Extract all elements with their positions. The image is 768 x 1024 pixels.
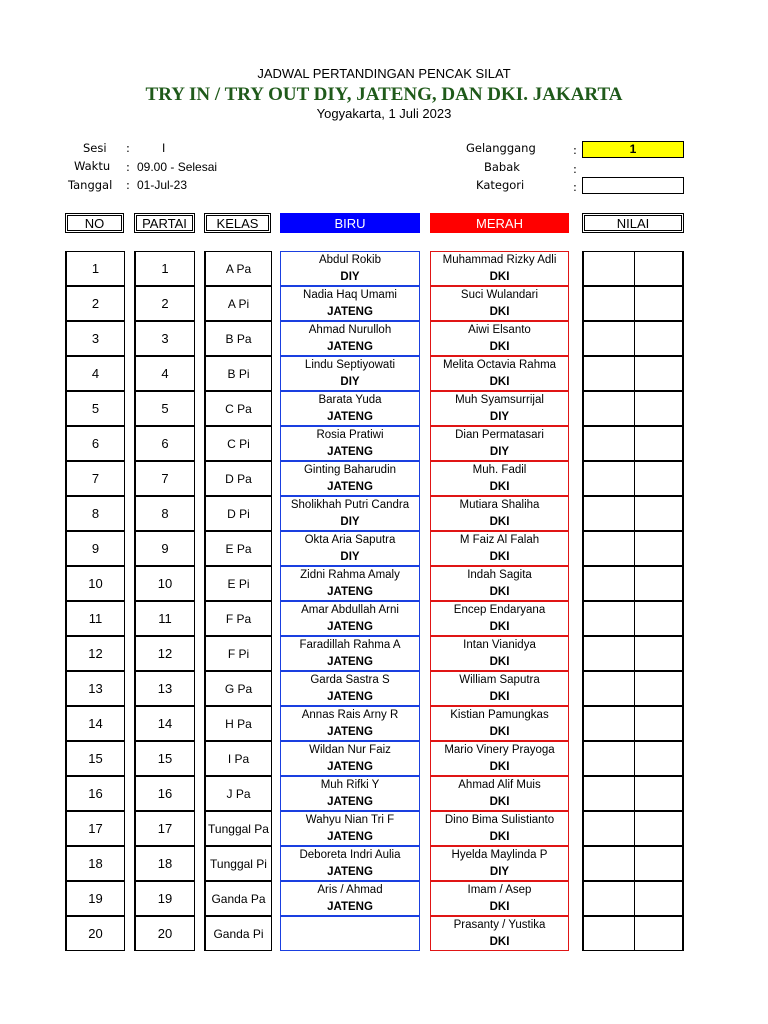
merah-contingent: DKI <box>489 585 510 598</box>
nilai-cell-1[interactable] <box>582 531 635 566</box>
nilai-cell-1[interactable] <box>582 916 635 951</box>
biru-contingent: JATENG <box>327 865 373 878</box>
biru-athlete-name: Lindu Septiyowati <box>304 358 396 371</box>
merah-contingent: DKI <box>489 550 510 563</box>
biru-contingent: DIY <box>340 515 360 528</box>
merah-corner-cell <box>430 251 569 286</box>
tanggal-value: 01-Jul-23 <box>137 178 188 192</box>
nilai-cell-2[interactable] <box>634 706 684 741</box>
match-partai: 19 <box>134 881 195 916</box>
match-partai: 5 <box>134 391 195 426</box>
sesi-label: Sesi <box>83 141 107 155</box>
match-kelas: E Pa <box>204 531 272 566</box>
nilai-cell-1[interactable] <box>582 566 635 601</box>
match-kelas: F Pi <box>204 636 272 671</box>
merah-contingent: DKI <box>489 760 510 773</box>
match-row <box>0 846 768 881</box>
nilai-cell-2[interactable] <box>634 356 684 391</box>
nilai-cell-2[interactable] <box>634 881 684 916</box>
biru-athlete-name: Faradillah Rahma A <box>299 638 401 651</box>
nilai-cell-2[interactable] <box>634 671 684 706</box>
biru-athlete-name: Ginting Baharudin <box>303 463 397 476</box>
match-no: 7 <box>65 461 125 496</box>
nilai-cell-1[interactable] <box>582 461 635 496</box>
nilai-cell-1[interactable] <box>582 356 635 391</box>
match-row <box>0 671 768 706</box>
merah-athlete-name: Kistian Pamungkas <box>450 708 549 721</box>
merah-contingent: DKI <box>489 620 510 633</box>
nilai-cell-2[interactable] <box>634 496 684 531</box>
match-row <box>0 426 768 461</box>
match-no: 17 <box>65 811 125 846</box>
match-row <box>0 286 768 321</box>
merah-contingent: DKI <box>489 935 510 948</box>
match-no: 18 <box>65 846 125 881</box>
merah-contingent: DKI <box>489 830 510 843</box>
biru-corner-cell <box>280 706 420 741</box>
match-no: 4 <box>65 356 125 391</box>
biru-athlete-name: Nadia Haq Umami <box>303 288 397 301</box>
biru-athlete-name: Annas Rais Arny R <box>301 708 399 721</box>
match-row <box>0 531 768 566</box>
header-kelas: KELAS <box>204 213 271 233</box>
match-row <box>0 776 768 811</box>
match-partai: 3 <box>134 321 195 356</box>
match-kelas: J Pa <box>204 776 272 811</box>
merah-corner-cell <box>430 321 569 356</box>
merah-contingent: DKI <box>489 480 510 493</box>
biru-corner-cell <box>280 461 420 496</box>
merah-contingent: DKI <box>489 340 510 353</box>
merah-athlete-name: Prasanty / Yustika <box>453 918 546 931</box>
biru-athlete-name: Ahmad Nurulloh <box>308 323 392 336</box>
biru-corner-cell <box>280 426 420 461</box>
match-partai: 16 <box>134 776 195 811</box>
merah-corner-cell <box>430 426 569 461</box>
sesi-colon: : <box>126 141 130 155</box>
biru-corner-cell <box>280 811 420 846</box>
merah-corner-cell <box>430 741 569 776</box>
header-partai: PARTAI <box>134 213 195 233</box>
event-title: TRY IN / TRY OUT DIY, JATENG, DAN DKI. JAKARTA <box>145 84 623 105</box>
match-kelas: F Pa <box>204 601 272 636</box>
merah-contingent: DKI <box>489 305 510 318</box>
biru-contingent: JATENG <box>327 760 373 773</box>
nilai-cell-1[interactable] <box>582 776 635 811</box>
merah-corner-cell <box>430 531 569 566</box>
biru-contingent: JATENG <box>327 410 373 423</box>
match-no: 12 <box>65 636 125 671</box>
biru-contingent: JATENG <box>327 795 373 808</box>
nilai-cell-1[interactable] <box>582 496 635 531</box>
babak-colon: : <box>573 162 577 176</box>
merah-contingent: DKI <box>489 795 510 808</box>
match-kelas: H Pa <box>204 706 272 741</box>
biru-athlete-name: Wahyu Nian Tri F <box>305 813 395 826</box>
merah-corner-cell <box>430 671 569 706</box>
biru-athlete-name: Sholikhah Putri Candra <box>290 498 410 511</box>
match-kelas: A Pa <box>204 251 272 286</box>
nilai-cell-2[interactable] <box>634 461 684 496</box>
match-no: 3 <box>65 321 125 356</box>
biru-corner-cell <box>280 496 420 531</box>
merah-corner-cell <box>430 566 569 601</box>
match-partai: 15 <box>134 741 195 776</box>
match-no: 14 <box>65 706 125 741</box>
match-kelas: A Pi <box>204 286 272 321</box>
match-kelas: Tunggal Pi <box>204 846 272 881</box>
match-row <box>0 251 768 286</box>
place-date: Yogyakarta, 1 Juli 2023 <box>316 106 452 121</box>
match-partai: 20 <box>134 916 195 951</box>
merah-corner-cell <box>430 601 569 636</box>
biru-contingent: JATENG <box>327 620 373 633</box>
match-no: 1 <box>65 251 125 286</box>
nilai-cell-2[interactable] <box>634 321 684 356</box>
header-nilai: NILAI <box>582 213 684 233</box>
nilai-cell-1[interactable] <box>582 881 635 916</box>
biru-athlete-name: Rosia Pratiwi <box>316 428 384 441</box>
match-partai: 8 <box>134 496 195 531</box>
biru-contingent: JATENG <box>327 585 373 598</box>
merah-corner-cell <box>430 286 569 321</box>
match-kelas: C Pa <box>204 391 272 426</box>
match-partai: 2 <box>134 286 195 321</box>
match-partai: 12 <box>134 636 195 671</box>
nilai-cell-1[interactable] <box>582 811 635 846</box>
nilai-cell-2[interactable] <box>634 636 684 671</box>
match-no: 15 <box>65 741 125 776</box>
biru-contingent: DIY <box>340 375 360 388</box>
merah-athlete-name: Dian Permatasari <box>455 428 544 441</box>
biru-corner-cell <box>280 671 420 706</box>
match-no: 11 <box>65 601 125 636</box>
merah-athlete-name: Mutiara Shaliha <box>459 498 540 511</box>
nilai-cell-1[interactable] <box>582 706 635 741</box>
merah-contingent: DIY <box>489 410 510 423</box>
match-kelas: B Pa <box>204 321 272 356</box>
merah-athlete-name: M Faiz Al Falah <box>459 533 540 546</box>
merah-corner-cell <box>430 356 569 391</box>
biru-corner-cell <box>280 601 420 636</box>
match-no: 6 <box>65 426 125 461</box>
merah-contingent: DKI <box>489 725 510 738</box>
merah-corner-cell <box>430 776 569 811</box>
biru-corner-cell <box>280 916 420 951</box>
biru-contingent <box>281 934 419 951</box>
biru-athlete-name: Aris / Ahmad <box>317 883 383 896</box>
biru-athlete-name: Garda Sastra S <box>310 673 390 686</box>
biru-corner-cell <box>280 286 420 321</box>
match-partai: 13 <box>134 671 195 706</box>
match-kelas: E Pi <box>204 566 272 601</box>
biru-athlete-name <box>281 917 419 934</box>
merah-corner-cell <box>430 811 569 846</box>
biru-corner-cell <box>280 391 420 426</box>
match-row <box>0 321 768 356</box>
babak-label: Babak <box>484 160 520 174</box>
match-kelas: C Pi <box>204 426 272 461</box>
match-kelas: D Pa <box>204 461 272 496</box>
biru-contingent: JATENG <box>327 305 373 318</box>
kategori-label: Kategori <box>476 178 525 192</box>
merah-corner-cell <box>430 916 569 951</box>
merah-athlete-name: Mario Vinery Prayoga <box>444 743 555 756</box>
match-no: 2 <box>65 286 125 321</box>
merah-athlete-name: Dino Bima Sulistianto <box>444 813 555 826</box>
match-row <box>0 741 768 776</box>
biru-contingent: JATENG <box>327 480 373 493</box>
gelanggang-value: 1 <box>582 141 684 158</box>
biru-athlete-name: Deboreta Indri Aulia <box>299 848 401 861</box>
nilai-cell-2[interactable] <box>634 251 684 286</box>
merah-contingent: DKI <box>489 375 510 388</box>
match-partai: 10 <box>134 566 195 601</box>
match-row <box>0 566 768 601</box>
header-no: NO <box>65 213 124 233</box>
match-kelas: Tunggal Pa <box>204 811 272 846</box>
merah-contingent: DIY <box>489 445 510 458</box>
merah-corner-cell <box>430 461 569 496</box>
merah-contingent: DKI <box>489 515 510 528</box>
biru-athlete-name: Zidni Rahma Amaly <box>300 568 400 581</box>
biru-corner-cell <box>280 636 420 671</box>
merah-contingent: DKI <box>489 655 510 668</box>
merah-contingent: DIY <box>489 865 510 878</box>
match-no: 10 <box>65 566 125 601</box>
match-no: 16 <box>65 776 125 811</box>
merah-athlete-name: William Saputra <box>459 673 540 686</box>
kategori-value <box>582 177 684 194</box>
merah-athlete-name: Muhammad Rizky Adli <box>442 253 557 266</box>
match-kelas: Ganda Pi <box>204 916 272 951</box>
match-partai: 7 <box>134 461 195 496</box>
merah-athlete-name: Suci Wulandari <box>460 288 539 301</box>
merah-contingent: DKI <box>489 270 510 283</box>
match-partai: 4 <box>134 356 195 391</box>
tanggal-colon: : <box>126 178 130 192</box>
biru-athlete-name: Abdul Rokib <box>318 253 381 266</box>
biru-athlete-name: Okta Aria Saputra <box>304 533 396 546</box>
waktu-label: Waktu <box>74 159 111 173</box>
nilai-cell-2[interactable] <box>634 286 684 321</box>
merah-corner-cell <box>430 881 569 916</box>
match-row <box>0 881 768 916</box>
merah-corner-cell <box>430 636 569 671</box>
schedule-subtitle: JADWAL PERTANDINGAN PENCAK SILAT <box>257 66 511 81</box>
match-partai: 1 <box>134 251 195 286</box>
header-biru: BIRU <box>280 213 420 233</box>
match-partai: 14 <box>134 706 195 741</box>
match-kelas: Ganda Pa <box>204 881 272 916</box>
nilai-cell-1[interactable] <box>582 671 635 706</box>
biru-contingent: JATENG <box>327 830 373 843</box>
merah-athlete-name: Muh Syamsurrijal <box>455 393 544 406</box>
biru-corner-cell <box>280 881 420 916</box>
nilai-cell-2[interactable] <box>634 846 684 881</box>
match-row <box>0 391 768 426</box>
nilai-cell-1[interactable] <box>582 286 635 321</box>
nilai-cell-2[interactable] <box>634 531 684 566</box>
merah-athlete-name: Aiwi Elsanto <box>468 323 531 336</box>
kategori-colon: : <box>573 180 577 194</box>
biru-contingent: JATENG <box>327 445 373 458</box>
nilai-cell-2[interactable] <box>634 601 684 636</box>
biru-athlete-name: Wildan Nur Faiz <box>309 743 391 756</box>
biru-contingent: JATENG <box>327 900 373 913</box>
nilai-cell-1[interactable] <box>582 251 635 286</box>
biru-contingent: DIY <box>340 270 360 283</box>
merah-contingent: DKI <box>489 690 510 703</box>
match-no: 9 <box>65 531 125 566</box>
nilai-cell-2[interactable] <box>634 811 684 846</box>
tanggal-label: Tanggal <box>68 178 113 192</box>
nilai-cell-2[interactable] <box>634 566 684 601</box>
match-no: 5 <box>65 391 125 426</box>
biru-contingent: JATENG <box>327 690 373 703</box>
biru-corner-cell <box>280 566 420 601</box>
nilai-cell-2[interactable] <box>634 776 684 811</box>
sesi-value: I <box>162 141 166 155</box>
match-partai: 6 <box>134 426 195 461</box>
match-partai: 9 <box>134 531 195 566</box>
gelanggang-colon: : <box>573 143 577 157</box>
match-kelas: G Pa <box>204 671 272 706</box>
match-row <box>0 601 768 636</box>
merah-athlete-name: Hyelda Maylinda P <box>451 848 548 861</box>
match-no: 13 <box>65 671 125 706</box>
match-partai: 11 <box>134 601 195 636</box>
nilai-cell-2[interactable] <box>634 391 684 426</box>
biru-contingent: DIY <box>340 550 360 563</box>
match-row <box>0 916 768 951</box>
merah-athlete-name: Muh. Fadil <box>472 463 527 476</box>
match-row <box>0 496 768 531</box>
nilai-cell-1[interactable] <box>582 741 635 776</box>
match-kelas: B Pi <box>204 356 272 391</box>
biru-corner-cell <box>280 846 420 881</box>
merah-contingent: DKI <box>489 900 510 913</box>
biru-contingent: JATENG <box>327 655 373 668</box>
header-merah: MERAH <box>430 213 569 233</box>
nilai-cell-2[interactable] <box>634 916 684 951</box>
merah-athlete-name: Intan Vianidya <box>463 638 536 651</box>
match-row <box>0 461 768 496</box>
biru-athlete-name: Barata Yuda <box>318 393 382 406</box>
nilai-cell-1[interactable] <box>582 601 635 636</box>
match-no: 8 <box>65 496 125 531</box>
merah-corner-cell <box>430 846 569 881</box>
merah-athlete-name: Encep Endaryana <box>453 603 546 616</box>
biru-corner-cell <box>280 776 420 811</box>
nilai-cell-2[interactable] <box>634 426 684 461</box>
match-kelas: I Pa <box>204 741 272 776</box>
merah-athlete-name: Ahmad Alif Muis <box>458 778 541 791</box>
gelanggang-label: Gelanggang <box>466 141 536 155</box>
match-partai: 18 <box>134 846 195 881</box>
nilai-cell-1[interactable] <box>582 636 635 671</box>
merah-corner-cell <box>430 706 569 741</box>
biru-corner-cell <box>280 356 420 391</box>
biru-corner-cell <box>280 531 420 566</box>
nilai-cell-1[interactable] <box>582 846 635 881</box>
merah-corner-cell <box>430 496 569 531</box>
nilai-cell-1[interactable] <box>582 426 635 461</box>
match-partai: 17 <box>134 811 195 846</box>
nilai-cell-1[interactable] <box>582 321 635 356</box>
merah-corner-cell <box>430 391 569 426</box>
merah-athlete-name: Melita Octavia Rahma <box>442 358 557 371</box>
merah-athlete-name: Imam / Asep <box>467 883 532 896</box>
biru-athlete-name: Amar Abdullah Arni <box>301 603 399 616</box>
nilai-cell-1[interactable] <box>582 391 635 426</box>
match-no: 20 <box>65 916 125 951</box>
biru-athlete-name: Muh Rifki Y <box>320 778 380 791</box>
biru-contingent: JATENG <box>327 340 373 353</box>
biru-corner-cell <box>280 321 420 356</box>
match-row <box>0 356 768 391</box>
match-row <box>0 706 768 741</box>
match-no: 19 <box>65 881 125 916</box>
merah-athlete-name: Indah Sagita <box>467 568 532 581</box>
nilai-cell-2[interactable] <box>634 741 684 776</box>
biru-corner-cell <box>280 741 420 776</box>
match-row <box>0 636 768 671</box>
match-row <box>0 811 768 846</box>
waktu-colon: : <box>126 160 130 174</box>
biru-corner-cell <box>280 251 420 286</box>
biru-contingent: JATENG <box>327 725 373 738</box>
waktu-value: 09.00 - Selesai <box>137 160 218 174</box>
match-kelas: D Pi <box>204 496 272 531</box>
